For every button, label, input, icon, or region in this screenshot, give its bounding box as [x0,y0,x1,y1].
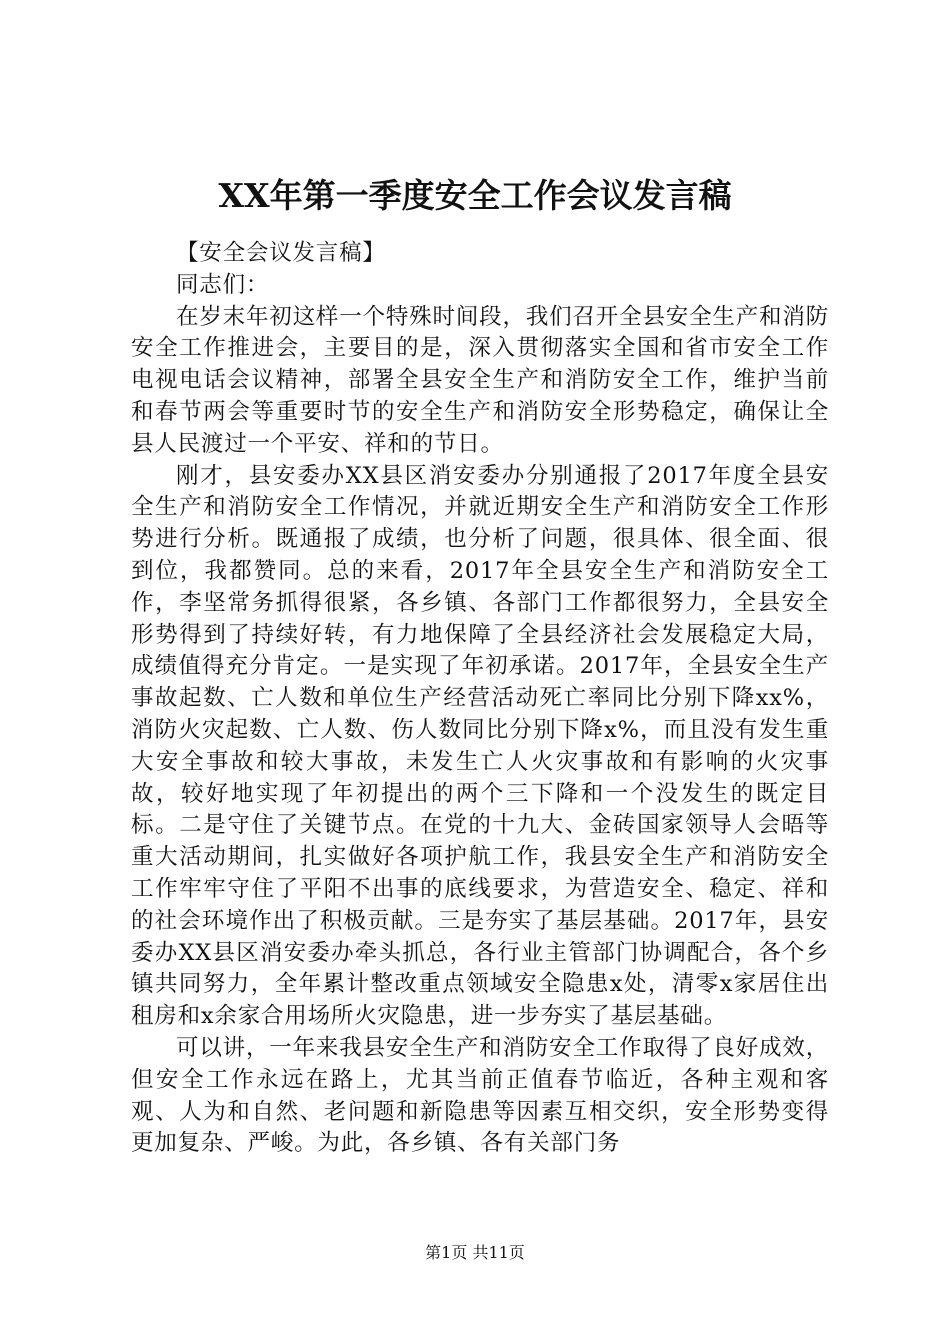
document-title: XX年第一季度安全工作会议发言稿 [218,176,732,215]
page-footer: 第1页 共11页 [425,1243,525,1262]
paragraph-3: 可以讲，一年来我县安全生产和消防安全工作取得了良好成效，但安全工作永远在路上，尤其当前正值春节临近，各种主观和客观、人为和自然、老问题和新隐患等因素互相交织，安全形势变得更加复杂、严峻。为此，各乡镇、各有关部门务 [131,1034,829,1157]
salutation: 同志们： [176,271,270,298]
paragraph-1: 在岁末年初这样一个特殊时间段，我们召开全县安全生产和消防安全工作推进会，主要目的是，深入贯彻落实全国和省市安全工作电视电话会议精神，部署全县安全生产和消防安全工作，维护当前和春节两会等重要时节的安全生产和消防安全形势稳定，确保让全县人民渡过一个平安、祥和的节日。 [131,303,829,457]
section-tag: 【安全会议发言稿】 [176,240,386,266]
paragraph-2: 刚才，县安委办XX县区消安委办分别通报了2017年度全县安全生产和消防安全工作情况，并就近期安全生产和消防安全工作形势进行分析。既通报了成绩，也分析了问题，很具体、很全面、很到位，我都赞同。总的来看，2017年全县安全生产和消防安全工作，李坚常务抓得很紧，各乡镇、各部门工作都很努力，全县安全形势得到了持续好转，有力地保障了全县经济社会发展稳定大局，成绩值得充分肯定。一是实现了年初承诺。2017年，全县安全生产事故起数、亡人数和单位生产经营活动死亡率同比分别下降xx%，消防火灾起数、亡人数、伤人数同比分别下降x%，而且没有发生重大安全事故和较大事故，未发生亡人火灾事故和有影响的火灾事故，较好地实现了年初提出的两个三下降和一个没发生的既定目标。二是守住了关键节点。在党的十九大、金砖国家领导人会晤等重大活动期间，扎实做好各项护航工作，我县安全生产和消防安全工作牢牢守住了平阳不出事的底线要求，为营造安全、稳定、祥和的社会环境作出了积极贡献。三是夯实了基层基础。2017年，县安委办XX县区消安委办牵头抓总，各行业主管部门协调配合，各个乡镇共同努力，全年累计整改重点领域安全隐患x处，清零x家居住出租房和x余家合用场所火灾隐患，进一步夯实了基层基础。 [131,462,829,1030]
document-body [131,238,829,1160]
